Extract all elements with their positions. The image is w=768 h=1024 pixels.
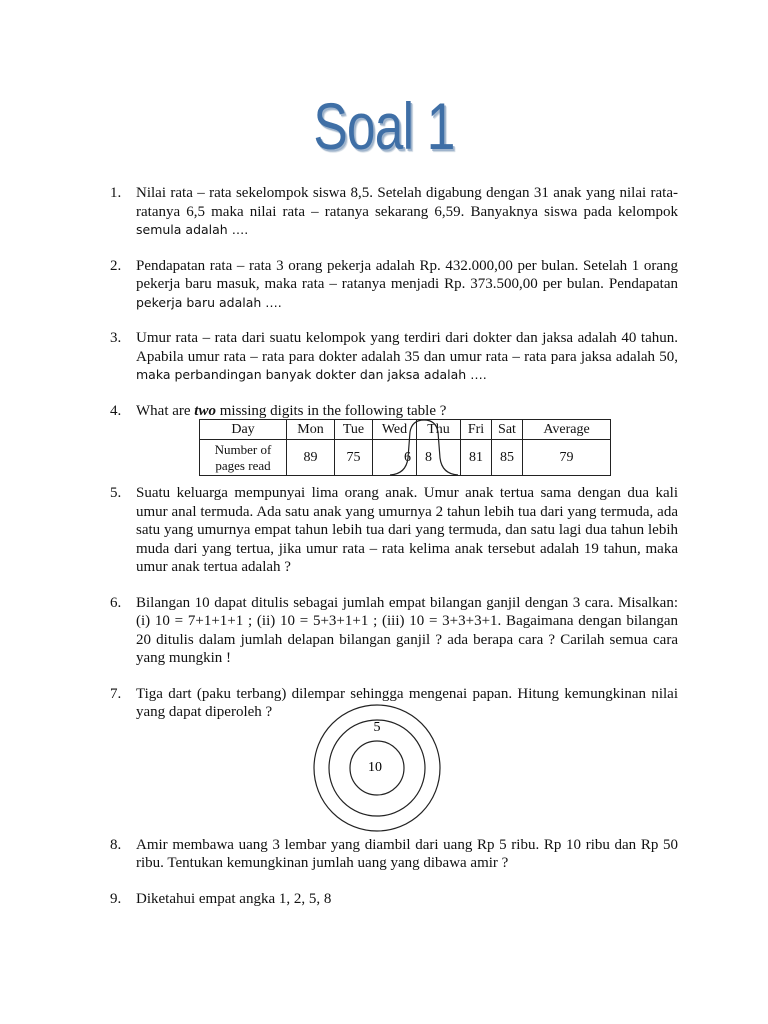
header-wed: Wed [373, 420, 417, 440]
question-text-post: missing digits in the following table ? [215, 402, 447, 419]
question-number: 7. [110, 685, 122, 702]
question-8 [110, 836, 678, 873]
question-text-emphasis: two [194, 402, 216, 419]
question-number: 1. [110, 185, 122, 201]
value-thu: 8 [417, 440, 461, 476]
question-text: Diketahui empat angka 1, 2, 5, 8 [136, 890, 332, 907]
value-average: 79 [523, 440, 611, 476]
question-number: 4. [110, 402, 122, 419]
header-day: Day [200, 420, 287, 440]
question-text-tail: pekerja baru adalah …. [136, 294, 282, 310]
question-text: Tiga dart (paku terbang) dilempar sehingga mengenai papan. Hitung kemungkinan nilai yang dapat diperoleh ? [136, 685, 678, 720]
value-tue: 75 [335, 440, 373, 476]
row-label-line-2: pages read [215, 457, 271, 473]
question-text-tail: semula adalah …. [136, 222, 249, 237]
question-number: 2. [110, 257, 122, 274]
value-fri: 81 [461, 440, 492, 476]
question-3 [110, 329, 678, 385]
question-6 [110, 594, 678, 668]
dartboard-middle-score: 5 [373, 720, 381, 735]
question-number: 6. [110, 594, 122, 611]
question-text: Umur rata – rata dari suatu kelompok yang terdiri dari dokter dan jaksa adalah 40 tahun. Apabila umur rata – rata para dokter adalah 35 dan umur rata – rata para jaksa adalah 50, [136, 330, 678, 365]
value-sat: 85 [492, 440, 523, 476]
question-number: 9. [110, 890, 122, 907]
question-text-tail: maka perbandingan banyak dokter dan jaksa adalah …. [136, 367, 487, 382]
row-label [200, 440, 287, 476]
brace-path [390, 420, 458, 475]
value-mon: 89 [287, 440, 335, 476]
question-text: Bilangan 10 dapat ditulis sebagai jumlah empat bilangan ganjil dengan 3 cara. Misalkan: (i) 10 = 7+1+1+1 ; (ii) 10 = 5+3+1+1 ; (iii) 10 = 3+3+3+1. Bagaimana dengan bilangan 20 ditulis dalam jumlah delapan bilangan ganjil ? ada berapa cara ? Carilah semua cara yang mungkin ! [136, 594, 678, 666]
question-text: Pendapatan rata – rata 3 orang pekerja adalah Rp. 432.000,00 per bulan. Setelah 1 orang pekerja baru masuk, maka rata – ratanya menjadi Rp. 373.500,00 per bulan. Pendapatan [136, 257, 678, 292]
question-2 [110, 257, 678, 313]
question-number: 5. [110, 485, 122, 501]
question-number: 3. [110, 330, 122, 346]
header-mon: Mon [287, 420, 335, 440]
question-text: Nilai rata – rata sekelompok siswa 8,5. Setelah digabung dengan 31 anak yang nilai rata-ratanya 6,5 maka nilai rata – ratanya sekarang 6,59. Banyaknya siswa pada kelompok [136, 185, 678, 220]
header-sat: Sat [492, 420, 523, 440]
header-thu: Thu [417, 420, 461, 440]
question-1 [110, 184, 678, 240]
missing-digits-brace [384, 418, 464, 478]
question-9 [110, 890, 678, 909]
value-wed: 6 [373, 440, 417, 476]
page-title: Soal 1 [313, 89, 455, 163]
header-tue: Tue [335, 420, 373, 440]
question-text-pre: What are [136, 402, 195, 419]
dartboard-inner-score: 10 [368, 760, 382, 775]
row-label-line-1: Number of [214, 441, 272, 457]
header-average: Average [523, 420, 611, 440]
question-5 [110, 484, 678, 577]
question-number: 8. [110, 836, 122, 853]
header-fri: Fri [461, 420, 492, 440]
dartboard [312, 703, 442, 833]
question-text: Suatu keluarga mempunyai lima orang anak. Umur anak tertua sama dengan dua kali umur anal termuda. Ada satu anak yang umurnya 2 tahun lebih tua dari yang termuda, ada satu yang umurnya empat tahun lebih tua dari yang termuda, dan satu lagi dua tahun lebih muda dari yang tertua, jika umur rata – rata kelima anak tersebut adalah 19 tahun, maka umur anak tertua adalah ? [136, 485, 678, 575]
question-text: Amir membawa uang 3 lembar yang diambil dari uang Rp 5 ribu. Rp 10 ribu dan Rp 50 ribu. Tentukan kemungkinan jumlah uang yang dibawa amir ? [136, 836, 678, 871]
